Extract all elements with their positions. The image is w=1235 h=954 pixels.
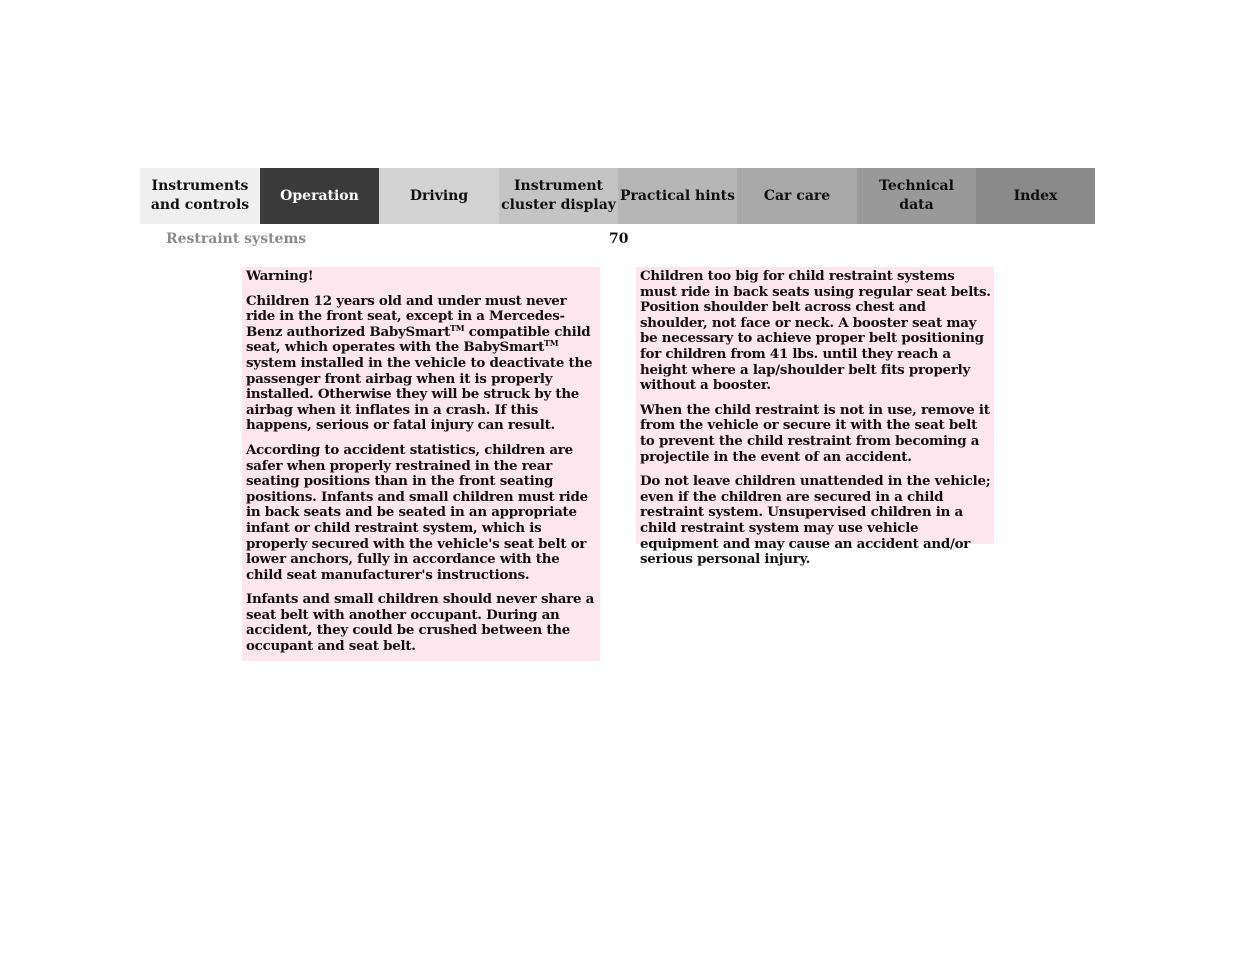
warning-paragraph-front-seat bbox=[246, 294, 597, 434]
section-title: Restraint systems bbox=[166, 231, 307, 247]
paragraph-text: Children 12 years old and under must never ride in the front seat, except in a Mercedes-Benz authorized BabySmart bbox=[246, 292, 567, 340]
trademark-symbol: TM bbox=[544, 338, 559, 349]
tab-car-care[interactable]: Car care bbox=[737, 168, 857, 224]
tab-technical-data[interactable]: Technical data bbox=[857, 168, 976, 224]
warning-paragraph-seat-belt-sharing: Infants and small children should never share a seat belt with another occupant. During an accident, they could be crushed between the occupant and seat belt. bbox=[246, 591, 595, 655]
trademark-symbol: TM bbox=[450, 322, 465, 333]
page-number: 70 bbox=[609, 231, 629, 247]
warning-paragraph-statistics: According to accident statistics, children are safer when properly restrained in the rear seating positions than in the front seating positions. Infants and small children must ride in back seats and be seated in an appropriate infant or child restraint system, which is properly secured with the vehicle's seat belt or lower anchors, fully in accordance with the child seat manufacturer's instructions. bbox=[246, 441, 588, 583]
tab-instrument-cluster-display[interactable]: Instrument cluster display bbox=[499, 168, 618, 224]
warning-heading: Warning! bbox=[246, 268, 314, 284]
warning-paragraph-unused-restraint: When the child restraint is not in use, remove it from the vehicle or secure it with the seat belt to prevent the child restraint from becoming a projectile in the event of an accident. bbox=[640, 401, 990, 465]
tab-driving[interactable]: Driving bbox=[379, 168, 499, 224]
warning-paragraph-big-children: Children too big for child restraint systems must ride in back seats using regular seat belts. Position shoulder belt across chest and shoulder, not face or neck. A booster seat may be necessary to achieve proper belt positioning for children from 41 lbs. until they reach a height where a lap/shoulder belt fits properly without a booster. bbox=[640, 268, 991, 394]
paragraph-text: compatible child seat, which operates with the BabySmart bbox=[246, 323, 591, 356]
tab-instruments-and-controls[interactable]: Instruments and controls bbox=[140, 168, 260, 224]
warning-box-left bbox=[242, 267, 600, 661]
chapter-tab-bar bbox=[140, 168, 1095, 224]
tab-practical-hints[interactable]: Practical hints bbox=[618, 168, 737, 224]
warning-paragraph-unattended: Do not leave children unattended in the vehicle; even if the children are secured in a child restraint system. Unsupervised children in a child restraint system may use vehicle equipment and may cause an accident and/or serious personal injury. bbox=[640, 473, 991, 568]
paragraph-text: system installed in the vehicle to deactivate the passenger front airbag when it is properly installed. Otherwise they will be struck by the airbag when it inflates in a crash. If this happens, serious or fatal injury can result. bbox=[246, 354, 593, 434]
tab-operation[interactable]: Operation bbox=[260, 168, 379, 224]
tab-index[interactable]: Index bbox=[976, 168, 1095, 224]
warning-box-right bbox=[636, 267, 994, 568]
